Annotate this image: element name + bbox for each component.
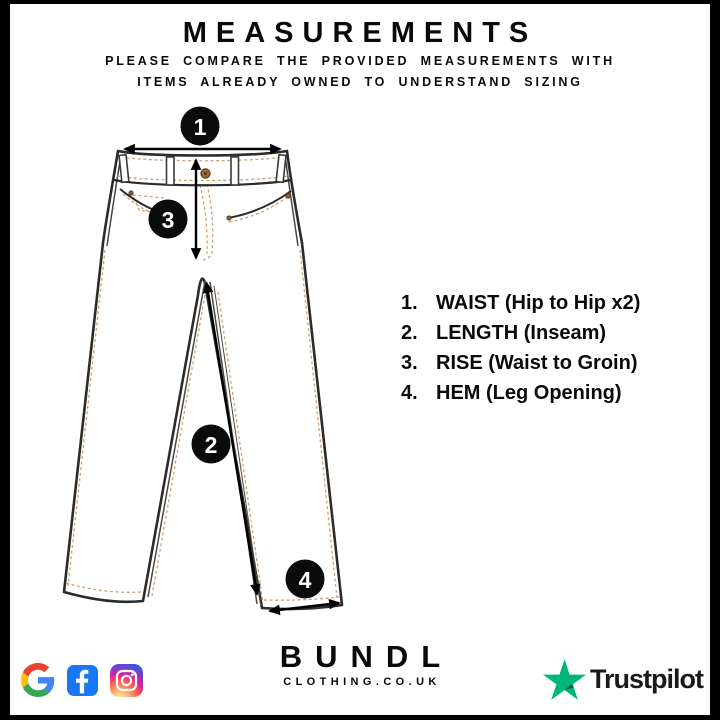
jeans-button [201,169,210,178]
legend-item-label: RISE (Waist to Groin) [436,351,638,374]
brand-logo [260,640,460,688]
frame-border-right [710,0,720,720]
jeans-outline [64,151,342,609]
marker-2-label: 2 [204,432,218,458]
google-icon [21,663,55,697]
frame-border-left [0,0,10,720]
legend-item-number: 2. [401,321,418,344]
legend-item-waist [401,288,640,318]
legend-item-label: HEM (Leg Opening) [436,381,622,404]
legend-item-hem [401,378,640,408]
legend-item-number: 1. [401,291,418,314]
social-icons [21,662,143,698]
marker-1-label: 1 [193,114,207,140]
legend-item-label: WAIST (Hip to Hip x2) [436,291,641,314]
measurement-legend [401,288,640,408]
jeans-diagram [30,100,370,630]
legend-item-label: LENGTH (Inseam) [436,321,607,344]
legend-item-length [401,318,640,348]
marker-4-label: 4 [298,567,312,593]
marker-4 [286,560,325,599]
facebook-icon [67,665,98,696]
subtitle-line-1: PLEASE COMPARE THE PROVIDED MEASUREMENTS WITH [105,54,615,68]
trustpilot-star-icon [543,658,586,701]
legend-item-number: 4. [401,381,418,404]
brand-name: BUNDL [279,639,454,674]
marker-3 [149,200,188,239]
brand-domain: CLOTHING.CO.UK [283,676,441,688]
marker-3-label: 3 [161,207,175,233]
frame-border-bottom [0,715,720,720]
trustpilot-logo [543,658,703,701]
frame-border-top [0,0,720,4]
subtitle-line-2: ITEMS ALREADY OWNED TO UNDERSTAND SIZING [137,75,583,89]
instagram-icon [110,664,143,697]
marker-2 [192,425,231,464]
page-title: MEASUREMENTS [182,17,538,49]
legend-item-number: 3. [401,351,418,374]
marker-1 [181,107,220,146]
trustpilot-label: Trustpilot [590,664,703,694]
legend-item-rise [401,348,640,378]
